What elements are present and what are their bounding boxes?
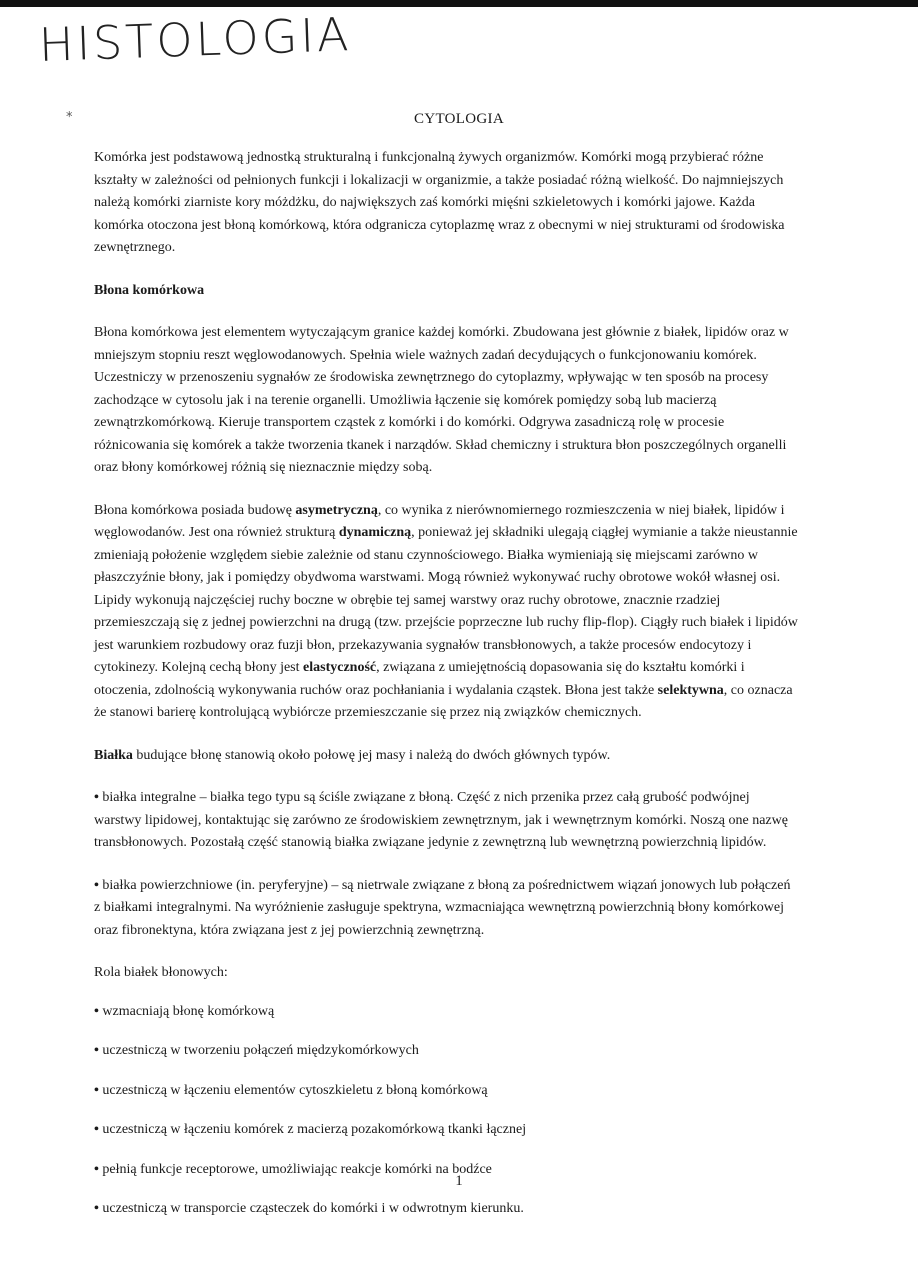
scan-top-edge — [0, 0, 918, 7]
list-item: • pełnią funkcje receptorowe, umożliwiając reakcje komórki na bodźce — [94, 1159, 799, 1182]
page-number: 1 — [455, 1173, 463, 1189]
text-run: , ponieważ jej składniki ulegają ciągłej wymianie a także nieustannie zmieniają położenie względem siebie zależnie od stanu czynnościowego. Białka wymieniają się miejscami zarówno w płaszczyźnie błony, jak i pomiędzy obydwoma warstwami. Mogą również wykonywać ruchy obrotowe wokół własnej osi. Lipidy wykonują najczęściej ruchy boczne w obrębie tej samej warstwy oraz ruchy obrotowe, znacznie rzadziej przemieszczają się z jednej powierzchni na drugą (tzw. przejście poprzeczne lub ruchy flip-flop). Ciągły ruch białek i lipidów jest warunkiem rozbudowy oraz fuzji błon, przekazywania sygnałów transbłonowych, a także procesów endocytozy i cytokinezy. Kolejną cechą błony jest — [94, 525, 798, 675]
list-item: • wzmacniają błonę komórkową — [94, 1001, 799, 1024]
intro-paragraph: Komórka jest podstawową jednostką strukturalną i funkcjonalną żywych organizmów. Komórki mogą przybierać różne kształty w zależności od pełnionych funkcji i lokalizacji w organizmie, a także posiadać różną wielkość. Do najmniejszych należą komórki ziarniste kory móżdżku, do największych zaś komórki mięśni szkieletowych i komórki jajowe. Każda komórka otoczona jest błoną komórkową, która odgranicza cytoplazmę wraz z obecnymi w niej strukturami od środowiska zewnętrznego. — [94, 150, 785, 255]
bold-term: selektywna — [657, 682, 724, 698]
text-run: budujące błonę stanowią około połowę jej masy i należą do dwóch głównych typów. — [132, 747, 611, 763]
stray-mark: * — [66, 110, 73, 125]
bold-term: Białka — [94, 747, 133, 763]
document-title: CYTOLOGIA — [414, 111, 504, 127]
membrane-properties-paragraph — [94, 500, 799, 725]
peripheral-proteins-bullet: • białka powierzchniowe (in. peryferyjne) – są nietrwale związane z błoną za pośrednictwem wiązań jonowych lub połączeń z białkami integralnymi. Na wyróżnienie zasługuje spektryna, wzmacniająca wewnętrzną powierzchnią błony komórkowej oraz fibronektyna, która związana jest z jej powierzchnią zewnętrzną. — [94, 875, 799, 943]
list-item: • uczestniczą w tworzeniu połączeń międzykomórkowych — [94, 1040, 799, 1063]
list-item: • uczestniczą w łączeniu komórek z macierzą pozakomórkową tkanki łącznej — [94, 1119, 799, 1142]
list-item: • uczestniczą w łączeniu elementów cytoszkieletu z błoną komórkową — [94, 1080, 799, 1103]
text-run: , co wynika z nierównomiernego rozmieszczenia w niej białek, lipidów i węglowodanów. Jest ona również strukturą — [94, 502, 785, 540]
bold-term: elastyczność — [303, 660, 377, 675]
text-run: , związana z umiejętnością dopasowania się do kształtu komórki i otoczenia, zdolnością wykonywania ruchów oraz pochłaniania i wydalania cząstek. Błona jest także — [94, 660, 745, 698]
membrane-paragraph: Błona komórkowa jest elementem wytyczającym granice każdej komórki. Zbudowana jest głównie z białek, lipidów oraz w mniejszym stopniu reszt węglowodanowych. Spełnia wiele ważnych zadań decydujących o funkcjonowaniu komórek. Uczestniczy w przenoszeniu sygnałów ze środowiska zewnętrznego do cytoplazmy, wpływając w ten sposób na procesy zachodzące w cytosolu jak i na terenie organelli. Umożliwia łączenie się komórek pomiędzy sobą lub macierzą zewnątrzkomórkową. Kieruje transportem cząstek z komórki i do komórki. Odgrywa zasadniczą rolę w procesie różnicowania się komórek a także tworzenia tkanek i narządów. Skład chemiczny i struktura błon poszczególnych organelli oraz błony komórkowej różnią się nieznacznie między sobą. — [94, 325, 789, 475]
section-heading: Błona komórkowa — [94, 282, 205, 298]
handwritten-title: HISTOLOGIA — [38, 7, 353, 72]
document-body — [94, 147, 799, 1238]
list-item: • uczestniczą w transporcie cząsteczek do komórki i w odwrotnym kierunku. — [94, 1198, 799, 1221]
bold-term: asymetryczną — [295, 502, 378, 518]
text-run: Błona komórkowa posiada budowę — [94, 502, 296, 518]
text-run: , co oznacza że stanowi barierę kontrolującą wybiórcze przemieszczanie się przez nią związków chemicznych. — [94, 682, 793, 720]
proteins-intro-paragraph — [94, 745, 799, 768]
bold-term: dynamiczną — [338, 525, 412, 540]
roles-heading: Rola białek błonowych: — [94, 965, 228, 980]
integral-proteins-bullet: • białka integralne – białka tego typu są ściśle związane z błoną. Część z nich przenika przez całą grubość podwójnej warstwy lipidowej, kontaktując się zarówno ze środowiskiem zewnętrznym, jak i wewnętrznym komórki. Noszą one nazwę transbłonowych. Pozostałą część stanowią białka związane jedynie z zewnętrzną lub wewnętrzną powierzchnią lipidów. — [94, 787, 799, 855]
